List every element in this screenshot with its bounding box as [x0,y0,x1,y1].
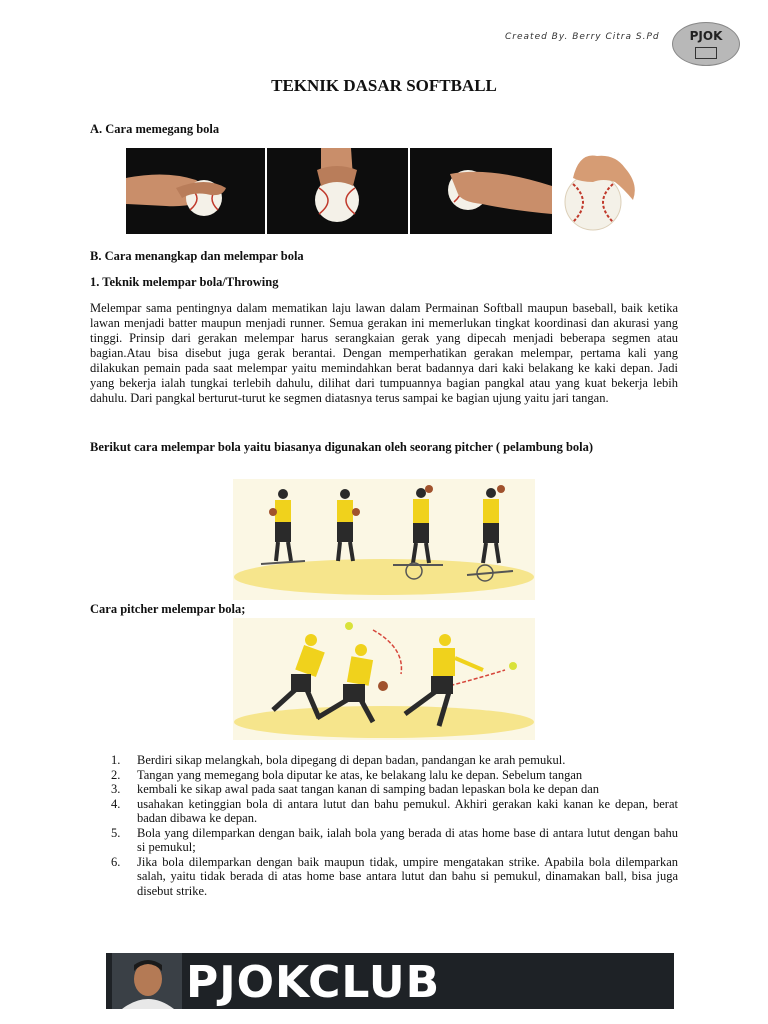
grip-photo-1 [126,148,265,234]
throw-figure-1 [273,634,325,718]
steps-list [90,753,678,898]
grip-photo-4 [553,148,639,236]
badge-label: PJOK [689,29,723,43]
banner-text: PJOKCLUB [186,957,441,1008]
pitcher-figure-3 [393,485,443,579]
pitcher-figure-1 [261,489,305,564]
list-item [90,768,678,783]
step-number: 6. [111,854,121,869]
pitcher-throw-illustration [233,618,535,740]
step-number: 5. [111,825,121,840]
pitcher-intro: Berikut cara melempar bola yaitu biasanya digunakan oleh seorang pitcher ( pelambung bola) [90,440,594,454]
step-text: kembali ke sikap awal pada saat tangan kanan di samping badan lepaskan bola ke depan dan [137,782,599,796]
badge-mark [695,47,717,59]
step-text: usahakan ketinggian bola di antara lutut dan bahu pemukul. Akhiri gerakan kaki kanan ke depan, berat badan dibawa ke depan. [137,796,678,825]
section-b-heading: B. Cara menangkap dan melempar bola [90,249,304,263]
step-number: 3. [111,782,121,796]
grip-photo-3 [410,148,552,234]
section-a-heading: A. Cara memegang bola [90,122,220,136]
list-item [90,753,678,768]
pjokclub-banner [106,953,674,1009]
step-text: Tangan yang memegang bola diputar ke atas, ke belakang lalu ke depan. Sebelum tangan [137,767,583,782]
pjok-logo-badge [672,22,740,66]
throwing-subheading: 1. Teknik melempar bola/Throwing [90,275,279,289]
author-credit: Created By. Berry Citra S.Pd [505,32,660,42]
list-item [90,797,678,826]
pitcher-caption: Cara pitcher melempar bola; [90,602,246,616]
throwing-paragraph: Melempar sama pentingnya dalam mematikan laju lawan dalam Permainan Softball maupun baseball, baik ketika lawan menjadi batter maupun menjadi runner. Semua gerakan ini memerlukan tingkat koordinasi dan akurasi yang tinggi. Prinsip dari gerakan melempar harus serangkaian gerak yang dipecah menjadi beberapa segmen atau bagian.Atau bisa disebut juga gerak berantai. Dengan memperhatikan gerakan melempar, pertama kali yang dilakukan pemain pada saat melempar yaitu memindahkan berat badannya dari kaki belakang ke kaki depan. Jadi yang bekerja ialah tungkai terlebih dahulu, dilihat dari tumpuannya bagian pangkal atau yang kuat bekerja lebih dahulu. Dari pangkal berturut-turut ke segmen diatasnya terus sampai ke bagian ujung yaitu jari tangan. [90,301,678,405]
step-number: 1. [111,753,121,767]
list-item [90,855,678,899]
page-title: TEKNIK DASAR SOFTBALL [271,76,497,95]
list-item [90,826,678,855]
avatar [112,953,182,1009]
step-text: Bola yang dilemparkan dengan baik, ialah bola yang berada di atas home base di antara lutut dengan bahu si pemukul; [137,825,678,854]
step-text: Jika bola dilemparkan dengan baik maupun tidak, umpire mengatakan strike. Apabila bola dilemparkan salah, yaitu tidak berada di atas home base antara lutut dan bahu si pemukul, dinamakan ball, bisa juga disebut strike. [137,854,678,898]
list-item [90,782,678,797]
pitcher-stance-illustration [233,479,535,600]
pitcher-figure-2 [337,489,360,561]
step-number: 4. [111,796,121,811]
grip-photo-2 [267,148,408,234]
step-number: 2. [111,767,121,782]
step-text: Berdiri sikap melangkah, bola dipegang di depan badan, pandangan ke arah pemukul. [137,753,566,767]
